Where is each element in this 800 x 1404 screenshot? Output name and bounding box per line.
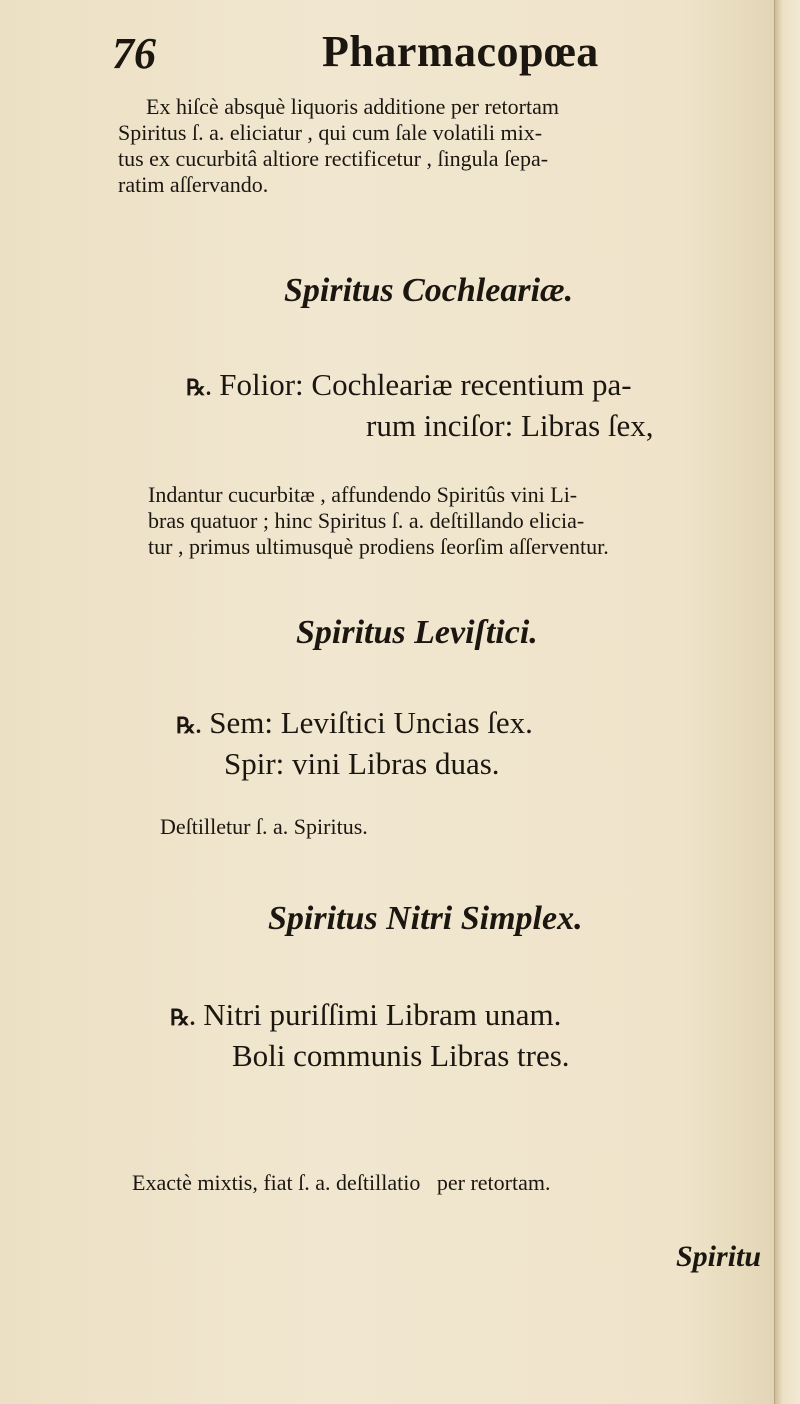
method-paragraph [148,482,609,560]
intro-line: Spiritus ſ. a. eliciatur , qui cum ſale volatili mix- [118,120,543,145]
recipe-line: Spir: vini Libras duas. [224,746,500,781]
section-heading: Spiritus Cochleariæ. [284,272,574,309]
recipe-line: Boli communis Libras tres. [232,1038,570,1073]
running-head: Pharmacopœa [322,27,599,76]
method-line: Deſtilletur ſ. a. Spiritus. [160,814,368,839]
recipe-block [170,996,570,1075]
rx-symbol: ℞. [170,1005,196,1030]
recipe-line: Sem: Leviſtici Uncias ſex. [209,705,533,740]
method-line: Indantur cucurbitæ , affundendo Spiritûs vini Li- [148,482,578,507]
catchword: Spiritu [676,1240,762,1273]
rx-symbol: ℞. [176,713,202,738]
recipe-line: rum inciſor: Libras ſex, [366,408,654,443]
recipe-line: Nitri puriſſimi Libram unam. [203,997,562,1032]
intro-line: Ex hiſcè absquè liquoris additione per retortam [146,94,559,119]
page-number: 76 [112,29,156,78]
intro-line: tus ex cucurbitâ altiore rectificetur , ſingula ſepa- [118,146,549,171]
method-line: bras quatuor ; hinc Spiritus ſ. a. deſtillando elicia- [148,508,585,533]
recipe-block [186,366,654,445]
rx-symbol: ℞. [186,375,212,400]
recipe-block [176,704,533,783]
intro-line: ratim aſſervando. [118,172,269,197]
section-heading: Spiritus Nitri Simplex. [268,900,583,937]
method-paragraph [160,814,368,840]
intro-paragraph [118,94,559,198]
method-paragraph [132,1118,550,1248]
page-gutter [774,0,800,1404]
method-line: tur , primus ultimusquè prodiens ſeorſim aſſerventur. [148,534,609,559]
section-heading: Spiritus Leviſtici. [296,614,538,651]
recipe-line: Folior: Cochleariæ recentium pa- [219,367,632,402]
method-line: Exactè mixtis, fiat ſ. a. deſtillatio per retortam. [132,1170,551,1195]
